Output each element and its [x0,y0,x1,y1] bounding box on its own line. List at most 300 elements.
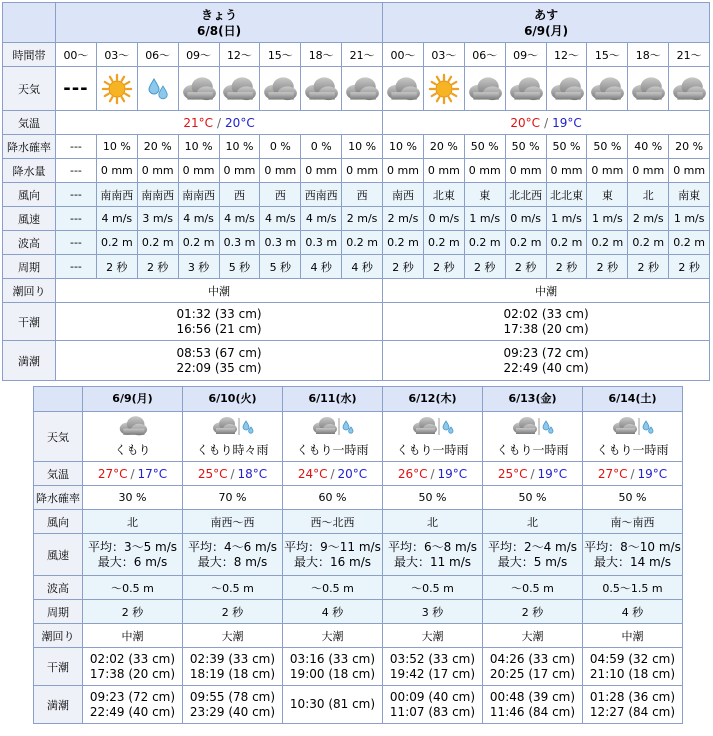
high-tide-entry: 23:29 (40 cm) [189,704,276,719]
week-wave-period: 4 秒 [583,600,683,624]
week-date: 6/12(木) [383,387,483,412]
week-label-temp: 気温 [34,462,83,486]
row-label-tide: 潮回り [3,279,56,303]
week-tide-type: 中潮 [583,624,683,648]
precip-prob: 50 % [464,135,505,159]
precip-prob: 10 % [178,135,219,159]
week-weather [283,412,383,462]
week-tide-type: 大潮 [183,624,283,648]
week-wind-direction: 西〜北西 [283,510,383,534]
temp-separator: / [430,466,435,481]
wind-average: 平均：4〜6 m/s [187,539,278,554]
week-date: 6/10(火) [183,387,283,412]
precip-prob: 50 % [587,135,628,159]
week-high-tide-times [183,686,283,724]
week-date: 6/13(金) [483,387,583,412]
week-low-tide-times [83,648,183,686]
wind-speed: 2 m/s [342,207,383,231]
cloud-icon [464,67,505,111]
wave-period: 2 秒 [505,255,546,279]
wave-height: 0.2 m [342,231,383,255]
day-label: あす [534,7,559,22]
wind-average: 平均：2〜4 m/s [487,539,578,554]
high-tide-entry: 01:28 (36 cm) [589,689,676,704]
wave-period: 5 秒 [260,255,301,279]
wind-speed: 1 m/s [587,207,628,231]
low-tide-entry: 16:56 (21 cm) [176,321,262,336]
temp-separator: / [130,466,135,481]
week-low-tide-times [283,648,383,686]
week-date: 6/9(月) [83,387,183,412]
temp-low: 18°C [237,466,268,481]
wave-height: 0.2 m [628,231,669,255]
week-label-weather: 天気 [34,412,83,462]
low-tide-entry: 03:52 (33 cm) [389,651,476,666]
week-precip-prob: 60 % [283,486,383,510]
wave-height: 0.2 m [464,231,505,255]
wind-max: 最大：11 m/s [393,554,472,569]
wind-speed: 1 m/s [546,207,587,231]
time-slot: 18〜 [301,43,342,67]
row-label-low-tide: 干潮 [3,303,56,341]
wind-direction: --- [56,183,97,207]
week-weather [183,412,283,462]
week-temperature [383,462,483,486]
cloud-icon [342,67,383,111]
cloud-rain-icon [283,415,382,439]
high-tide-times [383,341,710,381]
week-wind-speed [483,534,583,576]
precip-prob: 40 % [628,135,669,159]
week-weather [83,412,183,462]
wave-height: 0.2 m [505,231,546,255]
week-corner [34,387,83,412]
week-wind-speed [383,534,483,576]
high-tide-entry: 08:53 (67 cm) [176,345,262,360]
wind-direction: 西 [342,183,383,207]
precip-amount: 0 mm [342,159,383,183]
high-tide-entry: 09:23 (72 cm) [89,689,176,704]
low-tide-entry: 02:39 (33 cm) [189,651,276,666]
cloud-icon [301,67,342,111]
wind-max: 最大：8 m/s [197,554,268,569]
precip-prob: 0 % [260,135,301,159]
week-high-tide-times [583,686,683,724]
precip-amount: 0 mm [505,159,546,183]
week-label-high-tide: 満潮 [34,686,83,724]
wind-speed: 2 m/s [628,207,669,231]
row-label-weather: 天気 [3,67,56,111]
week-date: 6/11(水) [283,387,383,412]
time-slot: 06〜 [137,43,178,67]
temp-low: 19°C [437,466,468,481]
precip-prob: 10 % [383,135,424,159]
time-slot: 09〜 [505,43,546,67]
week-wind-speed [283,534,383,576]
wave-period: 2 秒 [587,255,628,279]
precip-prob: 0 % [301,135,342,159]
cloud-icon [505,67,546,111]
wave-period: 2 秒 [628,255,669,279]
tide-type: 中潮 [383,279,710,303]
week-tide-type: 大潮 [483,624,583,648]
temp-low: 19°C [637,466,668,481]
wind-speed: 4 m/s [96,207,137,231]
week-weather [483,412,583,462]
temp-high: 25°C [197,466,228,481]
week-wind-speed [83,534,183,576]
low-tide-entry: 20:25 (17 cm) [489,666,576,681]
wind-direction: 西 [219,183,260,207]
temp-high: 27°C [597,466,628,481]
temp-separator: / [544,115,549,130]
week-temperature [183,462,283,486]
temp-low: 19°C [552,115,582,130]
week-precip-prob: 70 % [183,486,283,510]
high-tide-entry: 11:46 (84 cm) [489,704,576,719]
row-label-period: 周期 [3,255,56,279]
no-data-cell [56,67,97,111]
wave-period: 2 秒 [383,255,424,279]
temp-high: 20°C [510,115,541,130]
time-slot: 21〜 [669,43,710,67]
wind-speed: 1 m/s [464,207,505,231]
row-label-high-tide: 満潮 [3,341,56,381]
row-label-wind-speed: 風速 [3,207,56,231]
wind-max: 最大：14 m/s [593,554,672,569]
week-date: 6/14(土) [583,387,683,412]
cloud-icon [83,415,182,439]
wind-direction: 南南西 [96,183,137,207]
wave-period: 2 秒 [96,255,137,279]
precip-prob: --- [56,135,97,159]
week-high-tide-times [483,686,583,724]
wind-direction: 北 [628,183,669,207]
cloud-icon [219,67,260,111]
precip-amount: 0 mm [383,159,424,183]
day-date: 6/8(日) [197,23,242,38]
precip-amount: 0 mm [423,159,464,183]
low-tide-entry: 17:38 (20 cm) [89,666,176,681]
wave-period: 2 秒 [669,255,710,279]
cloud-icon [669,67,710,111]
precip-amount: 0 mm [301,159,342,183]
temp-high: 26°C [397,466,428,481]
precip-amount: 0 mm [546,159,587,183]
wind-direction: 南南西 [178,183,219,207]
time-slot: 18〜 [628,43,669,67]
weekly-forecast-table [33,386,683,724]
low-tide-entry: 04:26 (33 cm) [489,651,576,666]
temp-separator: / [330,466,335,481]
temp-high: 25°C [497,466,528,481]
high-tide-entry: 22:49 (40 cm) [89,704,176,719]
wave-period: 3 秒 [178,255,219,279]
time-slot: 15〜 [587,43,628,67]
precip-prob: 20 % [137,135,178,159]
row-label-time: 時間帯 [3,43,56,67]
week-temperature [583,462,683,486]
precip-prob: 20 % [423,135,464,159]
wind-average: 平均：9〜11 m/s [284,539,381,554]
rain-icon [137,67,178,111]
corner-cell [3,3,56,43]
week-weather-text: くもり一時雨 [496,443,569,457]
low-tide-entry: 21:10 (18 cm) [589,666,676,681]
week-wind-direction: 南〜南西 [583,510,683,534]
row-label-wind-dir: 風向 [3,183,56,207]
low-tide-entry: 19:00 (18 cm) [289,666,376,681]
high-tide-entry: 22:49 (40 cm) [503,360,589,375]
sun-icon [423,67,464,111]
week-tide-type: 大潮 [383,624,483,648]
week-wave-height: 〜0.5 m [183,576,283,600]
high-tide-times [56,341,383,381]
wave-height: 0.3 m [219,231,260,255]
day-date: 6/9(月) [524,23,569,38]
wind-direction: 南南西 [137,183,178,207]
week-precip-prob: 50 % [583,486,683,510]
wind-max: 最大：5 m/s [497,554,568,569]
week-precip-prob: 30 % [83,486,183,510]
week-weather-text: くもり一時雨 [296,443,369,457]
wind-direction: 南東 [669,183,710,207]
high-tide-entry: 09:23 (72 cm) [503,345,589,360]
week-wave-height: 0.5〜1.5 m [583,576,683,600]
wave-period: 4 秒 [301,255,342,279]
precip-amount: --- [56,159,97,183]
week-weather-text: くもり一時雨 [596,443,669,457]
temp-low: 20°C [225,115,255,130]
low-tide-entry: 01:32 (33 cm) [176,306,262,321]
wind-speed: 4 m/s [219,207,260,231]
wave-period: 2 秒 [464,255,505,279]
row-label-wave: 波高 [3,231,56,255]
week-weather-text: くもり [114,443,151,457]
low-tide-entry: 19:42 (17 cm) [389,666,476,681]
week-weather [383,412,483,462]
week-high-tide-times [83,686,183,724]
no-data-dash: --- [63,78,89,99]
day-header [56,3,383,43]
cloud-rain-icon [583,415,682,439]
week-label-precip-prob: 降水確率 [34,486,83,510]
week-high-tide-times [383,686,483,724]
week-temperature [283,462,383,486]
wind-speed: 4 m/s [260,207,301,231]
week-low-tide-times [183,648,283,686]
week-wind-speed [183,534,283,576]
wind-max: 最大：16 m/s [293,554,372,569]
wave-height: 0.2 m [546,231,587,255]
wave-height: 0.3 m [301,231,342,255]
precip-amount: 0 mm [464,159,505,183]
week-temperature [83,462,183,486]
week-label-tide: 潮回り [34,624,83,648]
week-weather [583,412,683,462]
precip-amount: 0 mm [587,159,628,183]
week-weather-text: くもり時々雨 [196,443,269,457]
week-wave-height: 〜0.5 m [483,576,583,600]
row-label-precip-prob: 降水確率 [3,135,56,159]
week-wave-period: 2 秒 [483,600,583,624]
wave-height: 0.2 m [587,231,628,255]
wind-max: 最大：6 m/s [97,554,168,569]
wave-period: 2 秒 [137,255,178,279]
precip-amount: 0 mm [96,159,137,183]
wind-direction: 西 [260,183,301,207]
day-header [383,3,710,43]
precip-amount: 0 mm [219,159,260,183]
low-tide-entry: 02:02 (33 cm) [89,651,176,666]
temp-separator: / [630,466,635,481]
low-tide-entry: 17:38 (20 cm) [503,321,589,336]
row-label-precip-amt: 降水量 [3,159,56,183]
cloud-icon [546,67,587,111]
precip-amount: 0 mm [178,159,219,183]
week-temperature [483,462,583,486]
wind-speed: 3 m/s [137,207,178,231]
low-tide-entry: 03:16 (33 cm) [289,651,376,666]
time-slot: 21〜 [342,43,383,67]
tide-type: 中潮 [56,279,383,303]
cloud-icon [178,67,219,111]
wind-average: 平均：6〜8 m/s [387,539,478,554]
week-weather-text: くもり一時雨 [396,443,469,457]
week-wave-height: 〜0.5 m [83,576,183,600]
high-tide-entry: 12:27 (84 cm) [589,704,676,719]
week-wave-height: 〜0.5 m [283,576,383,600]
high-tide-entry: 11:07 (83 cm) [389,704,476,719]
temp-separator: / [530,466,535,481]
wind-direction: 北北東 [546,183,587,207]
time-slot: 06〜 [464,43,505,67]
week-wind-direction: 北 [83,510,183,534]
wind-speed: 4 m/s [178,207,219,231]
temperature [383,111,710,135]
wave-period: 2 秒 [546,255,587,279]
week-wind-direction: 北 [483,510,583,534]
precip-prob: 10 % [96,135,137,159]
high-tide-entry: 00:48 (39 cm) [489,689,576,704]
wave-height: 0.2 m [383,231,424,255]
wind-speed: --- [56,207,97,231]
precip-prob: 50 % [505,135,546,159]
week-label-low-tide: 干潮 [34,648,83,686]
cloud-icon [628,67,669,111]
time-slot: 09〜 [178,43,219,67]
temperature [56,111,383,135]
precip-amount: 0 mm [628,159,669,183]
low-tide-entry: 02:02 (33 cm) [503,306,589,321]
wave-period: 4 秒 [342,255,383,279]
low-tide-entry: 04:59 (32 cm) [589,651,676,666]
sun-icon [96,67,137,111]
temp-high: 21°C [183,115,213,130]
week-high-tide-times [283,686,383,724]
week-tide-type: 中潮 [83,624,183,648]
week-low-tide-times [583,648,683,686]
precip-prob: 50 % [546,135,587,159]
precip-prob: 10 % [342,135,383,159]
cloud-icon [260,67,301,111]
week-precip-prob: 50 % [483,486,583,510]
week-wave-period: 4 秒 [283,600,383,624]
wave-height: 0.2 m [96,231,137,255]
time-slot: 12〜 [219,43,260,67]
row-label-temp: 気温 [3,111,56,135]
temp-separator: / [217,115,222,130]
wind-average: 平均：3〜5 m/s [87,539,178,554]
temp-low: 20°C [337,466,368,481]
wind-speed: 2 m/s [383,207,424,231]
temp-low: 19°C [537,466,568,481]
cloud-icon [383,67,424,111]
time-slot: 03〜 [96,43,137,67]
time-slot: 00〜 [383,43,424,67]
wind-direction: 南西 [383,183,424,207]
time-slot: 00〜 [56,43,97,67]
hourly-forecast-table [2,2,710,381]
precip-prob: 20 % [669,135,710,159]
low-tide-entry: 18:19 (18 cm) [189,666,276,681]
time-slot: 03〜 [423,43,464,67]
cloud-rain-icon [483,415,582,439]
wind-direction: 東 [464,183,505,207]
week-low-tide-times [483,648,583,686]
week-label-wave: 波高 [34,576,83,600]
precip-amount: 0 mm [260,159,301,183]
precip-amount: 0 mm [137,159,178,183]
temp-high: 24°C [297,466,328,481]
wind-direction: 東 [587,183,628,207]
wave-period: --- [56,255,97,279]
week-wave-height: 〜0.5 m [383,576,483,600]
week-label-wind-dir: 風向 [34,510,83,534]
wind-speed: 1 m/s [669,207,710,231]
week-wind-direction: 南西〜西 [183,510,283,534]
week-wind-direction: 北 [383,510,483,534]
low-tide-times [383,303,710,341]
cloud-rain-icon [383,415,482,439]
wind-direction: 西南西 [301,183,342,207]
high-tide-entry: 10:30 (81 cm) [289,697,376,711]
time-slot: 15〜 [260,43,301,67]
wave-height: 0.2 m [423,231,464,255]
wave-period: 5 秒 [219,255,260,279]
temp-low: 17°C [137,466,168,481]
week-wind-speed [583,534,683,576]
wave-height: --- [56,231,97,255]
high-tide-entry: 22:09 (35 cm) [176,360,262,375]
precip-amount: 0 mm [669,159,710,183]
wind-average: 平均：8〜10 m/s [584,539,681,554]
temp-separator: / [230,466,235,481]
wave-height: 0.2 m [178,231,219,255]
wave-period: 2 秒 [423,255,464,279]
week-tide-type: 大潮 [283,624,383,648]
high-tide-entry: 09:55 (78 cm) [189,689,276,704]
temp-high: 27°C [97,466,128,481]
wind-direction: 北東 [423,183,464,207]
day-label: きょう [201,7,238,22]
week-wave-period: 3 秒 [383,600,483,624]
precip-prob: 10 % [219,135,260,159]
high-tide-entry: 00:09 (40 cm) [389,689,476,704]
cloud-rain-icon [183,415,282,439]
week-label-period: 周期 [34,600,83,624]
wave-height: 0.2 m [137,231,178,255]
